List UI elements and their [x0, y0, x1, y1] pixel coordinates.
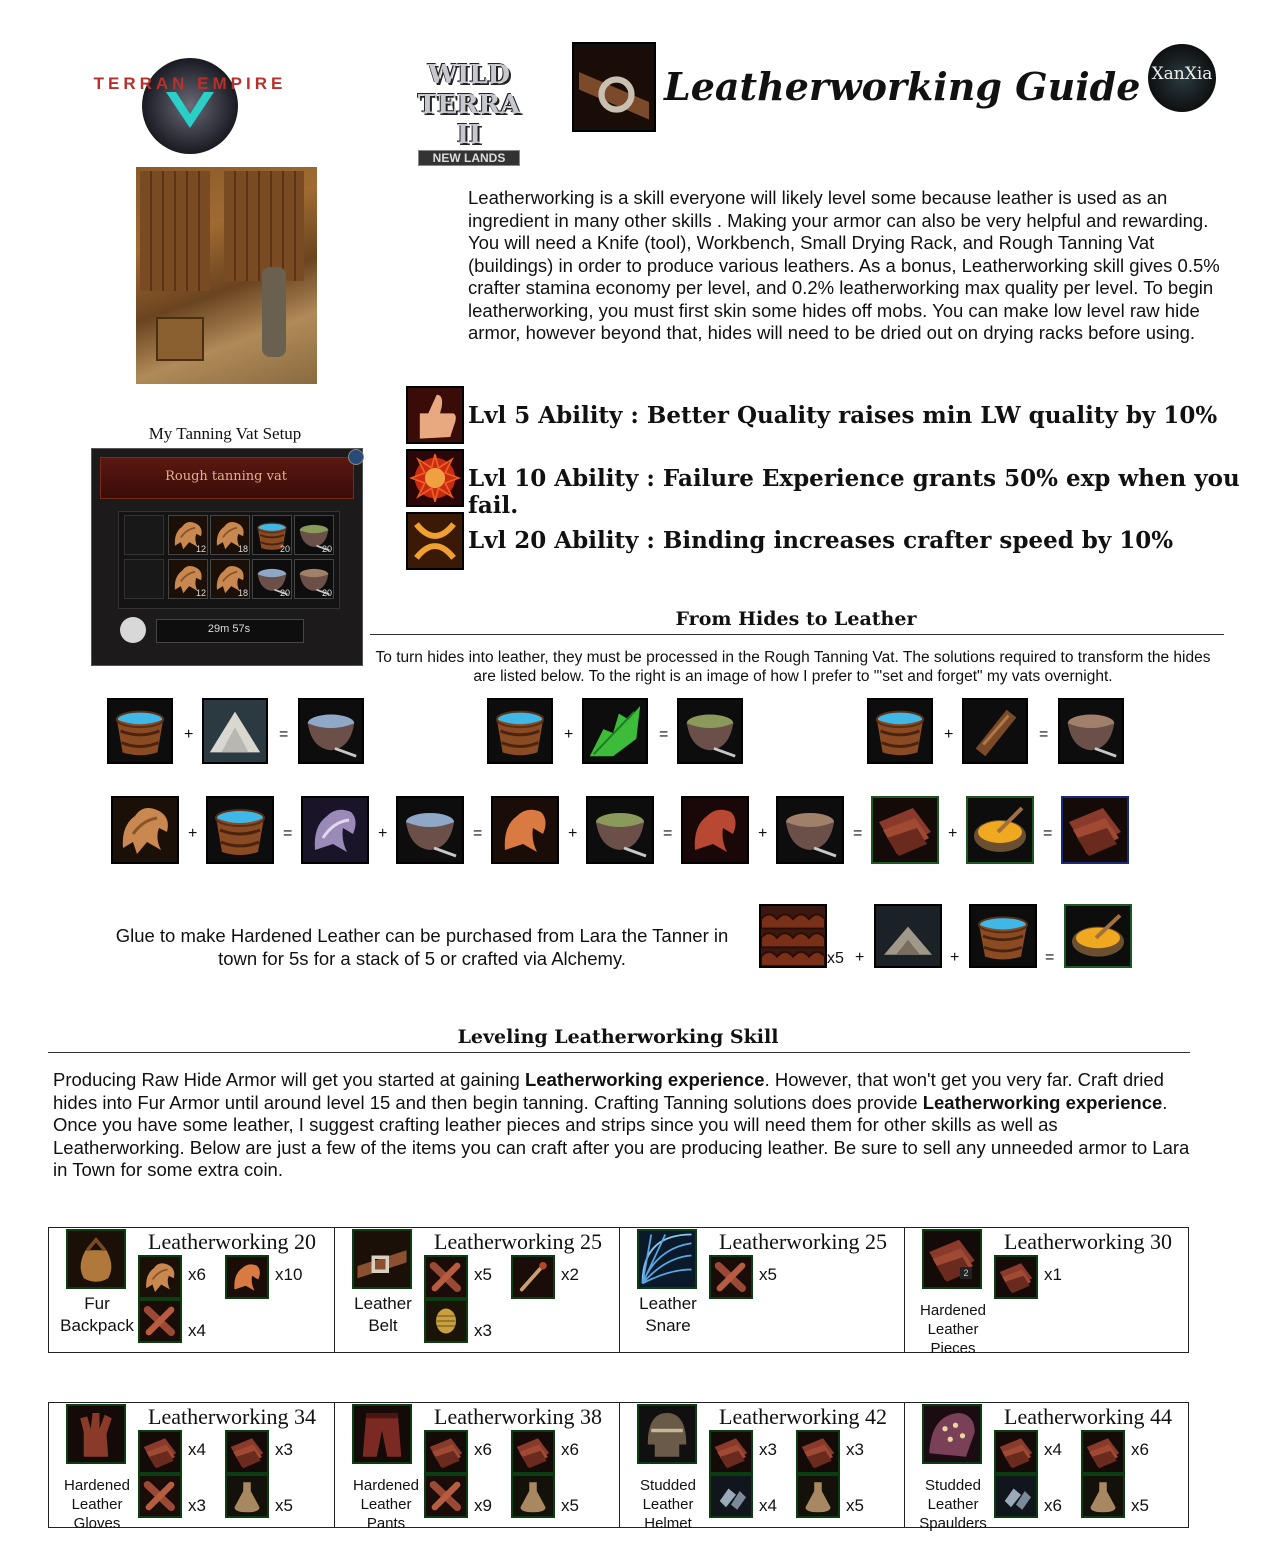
vat-empty-slot[interactable] — [124, 515, 164, 555]
craft-column-divider — [619, 1402, 620, 1528]
vat-timer: 29m 57s — [207, 623, 251, 635]
ability-lvl10: Lvl 10 Ability : Failure Experience grants 50% exp when you fail. — [468, 465, 1240, 519]
craft-item-icon — [637, 1404, 697, 1464]
equals-sign: = — [663, 825, 673, 842]
ingredient-qty: x5 — [759, 1265, 777, 1284]
tanned-hide-icon — [681, 796, 749, 864]
ingredient-icon — [994, 1255, 1038, 1299]
terran-logo-text: TERRAN EMPIRE — [93, 74, 287, 93]
ingredient-qty: x3 — [275, 1440, 293, 1459]
ingredient-qty: x6 — [1044, 1496, 1062, 1515]
water-bucket-icon — [107, 698, 173, 764]
vat-slot[interactable] — [294, 515, 334, 555]
ingredient-qty: x3 — [759, 1440, 777, 1459]
ability-lvl20: Lvl 20 Ability : Binding increases crafter speed by 10% — [468, 527, 1174, 554]
equals-sign: = — [659, 726, 669, 743]
craft-column-divider — [904, 1227, 905, 1353]
better-quality-icon — [406, 386, 464, 444]
vat-slot-count: 18 — [237, 544, 248, 554]
plus-sign: + — [855, 949, 865, 966]
ingredient-icon — [138, 1299, 182, 1343]
bark-icon — [962, 698, 1028, 764]
tannin-solution-icon — [586, 796, 654, 864]
craft-item-name: Hardened Leather Gloves — [64, 1477, 130, 1532]
craft-level: Leatherworking 42 — [719, 1404, 887, 1429]
scene-door-right — [224, 171, 304, 281]
ingredient-qty: x6 — [474, 1440, 492, 1459]
salt-solution-icon — [298, 698, 364, 764]
leaves-icon — [582, 698, 648, 764]
binding-icon — [406, 512, 464, 570]
ingredient-icon — [225, 1430, 269, 1474]
glue-qty: x5 — [827, 950, 844, 967]
ash-icon — [874, 904, 942, 968]
ingredient-icon — [511, 1255, 555, 1299]
plus-sign: + — [944, 726, 954, 743]
craft-level: Leatherworking 38 — [434, 1404, 602, 1429]
vat-slot[interactable] — [252, 559, 292, 599]
leveling-bold-2: Leatherworking experience — [922, 1091, 1163, 1113]
ingredient-icon — [138, 1474, 182, 1518]
ingredient-icon — [1081, 1430, 1125, 1474]
glue-text: Glue to make Hardened Leather can be purchased from Lara the Tanner in town for 5s for a stack of 5 or crafted via Alchemy. — [115, 925, 729, 969]
hides-heading: From Hides to Leather — [675, 608, 917, 630]
xanxia-logo — [1148, 44, 1216, 112]
craft-column-divider — [334, 1227, 335, 1353]
intro-paragraph: Leatherworking is a skill everyone will likely level some because leather is used as an ingredient in many other skills . Making your armor can also be very helpful and rewarding. You will need a Knife (tool), Workbench, Small Drying Rack, and Rough Tanning Vat (buildings) in order to produce various leathers. As a bonus, Leatherworking skill gives 0.5% crafter stamina economy per level, and 0.2% leatherworking max quality per level. To begin leatherworking, you must first skin some hides off mobs. You can make low level raw hide armor, however beyond that, hides will need to be dried out on drying racks before using. — [468, 187, 1220, 343]
vat-slot[interactable] — [168, 515, 208, 555]
vat-slot[interactable] — [210, 559, 250, 599]
craft-item-icon — [637, 1229, 697, 1289]
ingredient-icon — [424, 1255, 468, 1299]
ingredient-icon — [424, 1299, 468, 1343]
craft-item-name: Leather Snare — [639, 1294, 697, 1335]
ingredient-qty: x5 — [275, 1496, 293, 1515]
plus-sign: + — [188, 825, 198, 842]
bark-solution-icon — [776, 796, 844, 864]
wild-terra-title: WILD TERRA II — [417, 60, 521, 150]
craft-badge: 2 — [960, 1267, 972, 1279]
leatherworking-skill-icon — [572, 42, 656, 132]
vat-caption: My Tanning Vat Setup — [148, 424, 302, 443]
leveling-paragraph — [53, 1069, 1193, 1182]
craft-level: Leatherworking 25 — [719, 1229, 887, 1254]
ingredient-qty: x6 — [188, 1265, 206, 1284]
equals-sign: = — [853, 825, 863, 842]
leveling-heading: Leveling Leatherworking Skill — [457, 1026, 779, 1048]
plus-sign: + — [948, 825, 958, 842]
craft-column-divider — [619, 1227, 620, 1353]
hides-divider — [370, 634, 1224, 635]
craft-item-name: Fur Backpack — [60, 1294, 134, 1335]
ingredient-icon — [138, 1430, 182, 1474]
craft-item-name: Studded Leather Helmet — [640, 1477, 696, 1532]
ingredient-icon — [424, 1430, 468, 1474]
terran-empire-logo — [80, 44, 300, 170]
ingredient-qty: x4 — [188, 1321, 206, 1340]
ingredient-qty: x2 — [561, 1265, 579, 1284]
craft-item-icon — [66, 1229, 126, 1289]
soaked-hide-icon — [301, 796, 369, 864]
glue-icon — [1064, 904, 1132, 968]
xanxia-logo-text: XanXia — [1151, 64, 1213, 84]
craft-column-divider — [904, 1402, 905, 1528]
vat-slot-count: 20 — [279, 588, 290, 598]
equals-sign: = — [473, 825, 483, 842]
ingredient-qty: x6 — [1131, 1440, 1149, 1459]
glue-icon — [966, 796, 1034, 864]
plus-sign: + — [564, 726, 574, 743]
vat-slot-count: 18 — [237, 588, 248, 598]
ingredient-icon — [225, 1255, 269, 1299]
equals-sign: = — [1039, 726, 1049, 743]
ingredient-icon — [511, 1474, 555, 1518]
craft-level: Leatherworking 44 — [1004, 1404, 1172, 1429]
ingredient-qty: x3 — [846, 1440, 864, 1459]
scene-crate — [156, 317, 204, 361]
dried-hide-icon — [111, 796, 179, 864]
craft-item-name: Studded Leather Spaulders — [919, 1477, 987, 1532]
equals-sign: = — [279, 726, 289, 743]
craft-item-name: Hardened Leather Pieces — [920, 1302, 986, 1357]
ingredient-qty: x5 — [1131, 1496, 1149, 1515]
vat-empty-slot[interactable] — [124, 559, 164, 599]
page-title: Leatherworking Guide — [664, 64, 1141, 109]
vat-slot[interactable] — [294, 559, 334, 599]
ingredient-qty: x9 — [474, 1496, 492, 1515]
craft-item-name: Hardened Leather Pants — [353, 1477, 419, 1532]
craft-item-icon — [352, 1229, 412, 1289]
ingredient-icon — [796, 1430, 840, 1474]
vat-slot[interactable] — [252, 515, 292, 555]
salt-solution-icon — [396, 796, 464, 864]
craft-item-name: Leather Belt — [354, 1294, 412, 1335]
leveling-divider — [48, 1052, 1190, 1053]
leather-icon — [871, 796, 939, 864]
vat-slot-count: 12 — [195, 588, 206, 598]
craft-item-icon — [66, 1404, 126, 1464]
salted-hide-icon — [491, 796, 559, 864]
ingredient-qty: x4 — [188, 1440, 206, 1459]
craft-column-divider — [334, 1402, 335, 1528]
ingredient-icon — [994, 1430, 1038, 1474]
ingredient-icon — [511, 1430, 555, 1474]
logo-v-icon — [164, 90, 216, 130]
ingredient-icon — [709, 1474, 753, 1518]
scene-character — [262, 267, 286, 357]
craft-level: Leatherworking 34 — [148, 1404, 316, 1429]
plus-sign: + — [950, 949, 960, 966]
ingredient-qty: x5 — [846, 1496, 864, 1515]
equals-sign: = — [283, 825, 293, 842]
failure-experience-icon — [406, 449, 464, 507]
ingredient-icon — [994, 1474, 1038, 1518]
ingredient-icon — [709, 1255, 753, 1299]
craft-level: Leatherworking 20 — [148, 1229, 316, 1254]
bark-solution-icon — [1058, 698, 1124, 764]
scales-icon — [759, 904, 827, 968]
craft-item-icon — [922, 1229, 982, 1289]
ingredient-qty: x5 — [474, 1265, 492, 1284]
water-bucket-icon — [206, 796, 274, 864]
ingredient-icon — [424, 1474, 468, 1518]
water-bucket-icon — [969, 904, 1037, 968]
water-bucket-icon — [487, 698, 553, 764]
vat-window-title: Rough tanning vat — [165, 469, 287, 484]
ingredient-qty: x4 — [759, 1496, 777, 1515]
plus-sign: + — [758, 825, 768, 842]
ingredient-qty: x5 — [561, 1496, 579, 1515]
ingredient-qty: x1 — [1044, 1265, 1062, 1284]
ingredient-qty: x3 — [188, 1496, 206, 1515]
ingredient-icon — [796, 1474, 840, 1518]
tannin-solution-icon — [677, 698, 743, 764]
vat-slot-count: 20 — [279, 544, 290, 554]
ingredient-qty: x6 — [561, 1440, 579, 1459]
equals-sign: = — [1043, 825, 1053, 842]
leveling-text-2: . However, that won't get you very far. Craft dried hides into Fur Armor until around level 15 and then begin tanning. Crafting Tanning solutions does provide — [53, 1069, 1164, 1113]
vat-timer-icon — [120, 617, 146, 643]
equals-sign: = — [1045, 949, 1055, 966]
vat-close-icon[interactable] — [348, 449, 364, 465]
wild-terra-logo — [402, 46, 536, 170]
leveling-bold-1: Leatherworking experience — [525, 1069, 765, 1090]
vat-window — [91, 448, 363, 666]
hides-description: To turn hides into leather, they must be processed in the Rough Tanning Vat. The solutions required to transform the hides are listed below. To the right is an image of how I prefer to "'set and forget" my vats overnight. — [375, 649, 1211, 685]
ingredient-qty: x4 — [1044, 1440, 1062, 1459]
ingredient-icon — [138, 1255, 182, 1299]
plus-sign: + — [378, 825, 388, 842]
tanning-scene-image — [136, 167, 317, 384]
ingredient-qty: x10 — [275, 1265, 303, 1284]
hardened-leather-icon — [1061, 796, 1129, 864]
plus-sign: + — [568, 825, 578, 842]
vat-slot-count: 20 — [321, 588, 332, 598]
salt-icon — [202, 698, 268, 764]
vat-slot-count: 20 — [321, 544, 332, 554]
leveling-text-3: . Once you have some leather, I suggest crafting leather pieces and strips since you will need them for other skills as well as Leatherworking. Below are just a few of the items you can craft after you are producing leather. Be sure to sell any unneeded armor to Lara in Town for some extra coin. — [53, 1091, 1190, 1180]
ingredient-icon — [709, 1430, 753, 1474]
craft-level: Leatherworking 30 — [1004, 1229, 1172, 1254]
scene-door-left — [140, 171, 210, 291]
ingredient-qty: x3 — [474, 1321, 492, 1340]
vat-slot[interactable] — [210, 515, 250, 555]
leveling-text-1: Producing Raw Hide Armor will get you started at gaining — [53, 1069, 525, 1090]
ingredient-icon — [1081, 1474, 1125, 1518]
wild-terra-subtitle: NEW LANDS — [418, 150, 520, 166]
plus-sign: + — [184, 726, 194, 743]
vat-slot-count: 12 — [195, 544, 206, 554]
ingredient-icon — [225, 1474, 269, 1518]
craft-item-icon — [922, 1404, 982, 1464]
ability-lvl5: Lvl 5 Ability : Better Quality raises min LW quality by 10% — [468, 402, 1218, 429]
water-bucket-icon — [867, 698, 933, 764]
vat-slot[interactable] — [168, 559, 208, 599]
craft-item-icon — [352, 1404, 412, 1464]
craft-level: Leatherworking 25 — [434, 1229, 602, 1254]
